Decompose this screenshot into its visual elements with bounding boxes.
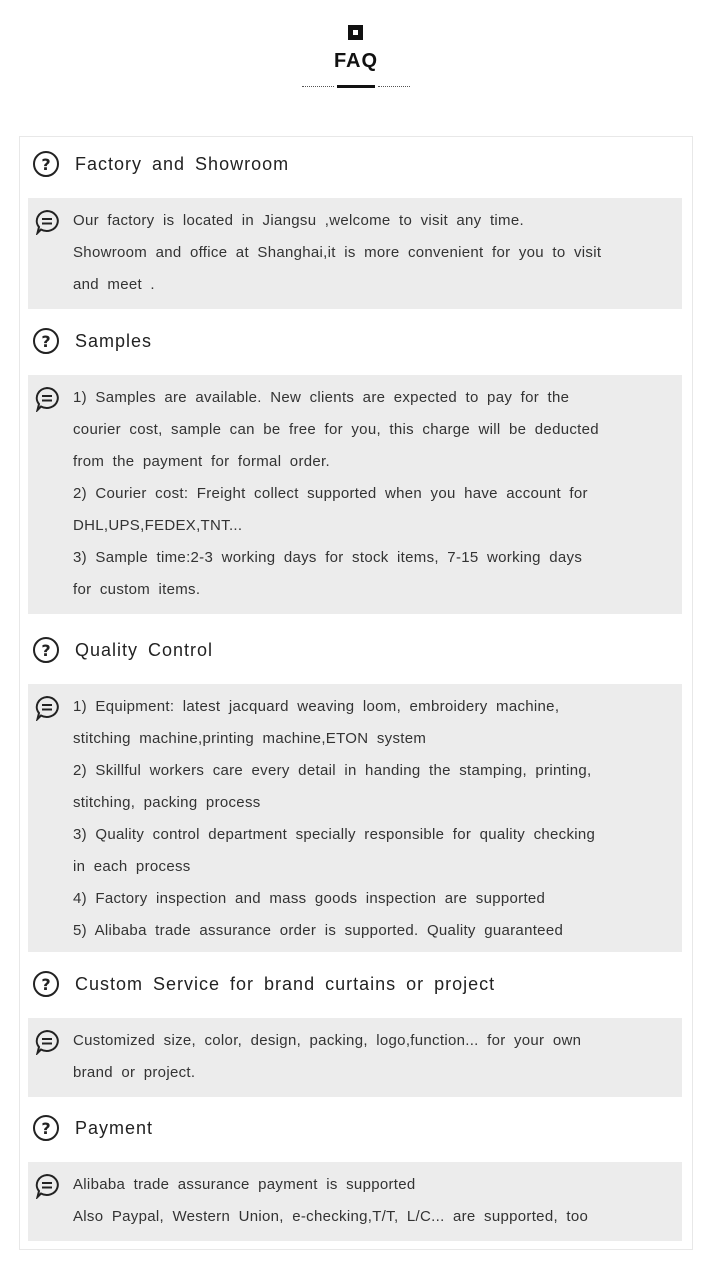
chat-bubble-icon (34, 1173, 60, 1199)
answer-line: 4) Factory inspection and mass goods inspection are supported (73, 890, 546, 907)
faq-question-factory (33, 149, 289, 179)
question-mark-icon: ? (33, 637, 59, 663)
answer-line: DHL,UPS,FEDEX,TNT... (73, 517, 243, 534)
answer-line: 5) Alibaba trade assurance order is supported. Quality guaranteed (73, 922, 564, 939)
square-logo-icon (348, 25, 363, 40)
question-text: Quality Control (75, 639, 214, 660)
answer-line: Our factory is located in Jiangsu ,welcome to visit any time. (73, 212, 524, 229)
answer-line: stitching machine,printing machine,ETON system (73, 730, 427, 747)
answer-line: 1) Samples are available. New clients are expected to pay for the (73, 389, 570, 406)
chat-bubble-icon (34, 695, 60, 721)
faq-question-payment (33, 1113, 153, 1143)
question-text: Samples (75, 330, 153, 351)
answer-line: courier cost, sample can be free for you, this charge will be deducted (73, 421, 599, 438)
answer-line: 3) Sample time:2-3 working days for stock items, 7-15 working days (73, 549, 583, 566)
answer-line: 2) Skillful workers care every detail in handing the stamping, printing, (73, 762, 592, 779)
faq-header (0, 0, 712, 100)
answer-line: and meet . (73, 276, 155, 293)
answer-line: Also Paypal, Western Union, e-checking,T/T, L/C... are supported, too (73, 1208, 589, 1225)
title-divider-left (302, 86, 334, 87)
chat-bubble-icon (34, 209, 60, 235)
faq-answer-custom-service (28, 1018, 682, 1097)
faq-question-custom-service (33, 969, 495, 999)
chat-bubble-icon (34, 1029, 60, 1055)
chat-bubble-icon (34, 386, 60, 412)
answer-line: brand or project. (73, 1064, 196, 1081)
answer-line: stitching, packing process (73, 794, 261, 811)
faq-answer-payment (28, 1162, 682, 1241)
faq-answer-factory (28, 198, 682, 309)
question-text: Custom Service for brand curtains or project (75, 973, 496, 994)
answer-line: 3) Quality control department specially responsible for quality checking (73, 826, 596, 843)
faq-answer-quality (28, 684, 682, 952)
faq-question-samples (33, 326, 152, 356)
answer-line: Showroom and office at Shanghai,it is more convenient for you to visit (73, 244, 602, 261)
question-text: Factory and Showroom (75, 153, 290, 174)
answer-line: 1) Equipment: latest jacquard weaving loom, embroidery machine, (73, 698, 560, 715)
question-mark-icon: ? (33, 971, 59, 997)
title-divider-right (378, 86, 410, 87)
question-mark-icon: ? (33, 328, 59, 354)
answer-line: for custom items. (73, 581, 201, 598)
question-mark-icon: ? (33, 151, 59, 177)
answer-line: 2) Courier cost: Freight collect supported when you have account for (73, 485, 588, 502)
question-mark-icon: ? (33, 1115, 59, 1141)
faq-question-quality (33, 635, 213, 665)
question-text: Payment (75, 1117, 154, 1138)
answer-line: in each process (73, 858, 191, 875)
answer-line: Customized size, color, design, packing, logo,function... for your own (73, 1032, 582, 1049)
title-underline-bar (337, 85, 375, 88)
answer-line: Alibaba trade assurance payment is supported (73, 1176, 416, 1193)
answer-line: from the payment for formal order. (73, 453, 330, 470)
page-title: FAQ (333, 50, 379, 72)
faq-answer-samples (28, 375, 682, 614)
